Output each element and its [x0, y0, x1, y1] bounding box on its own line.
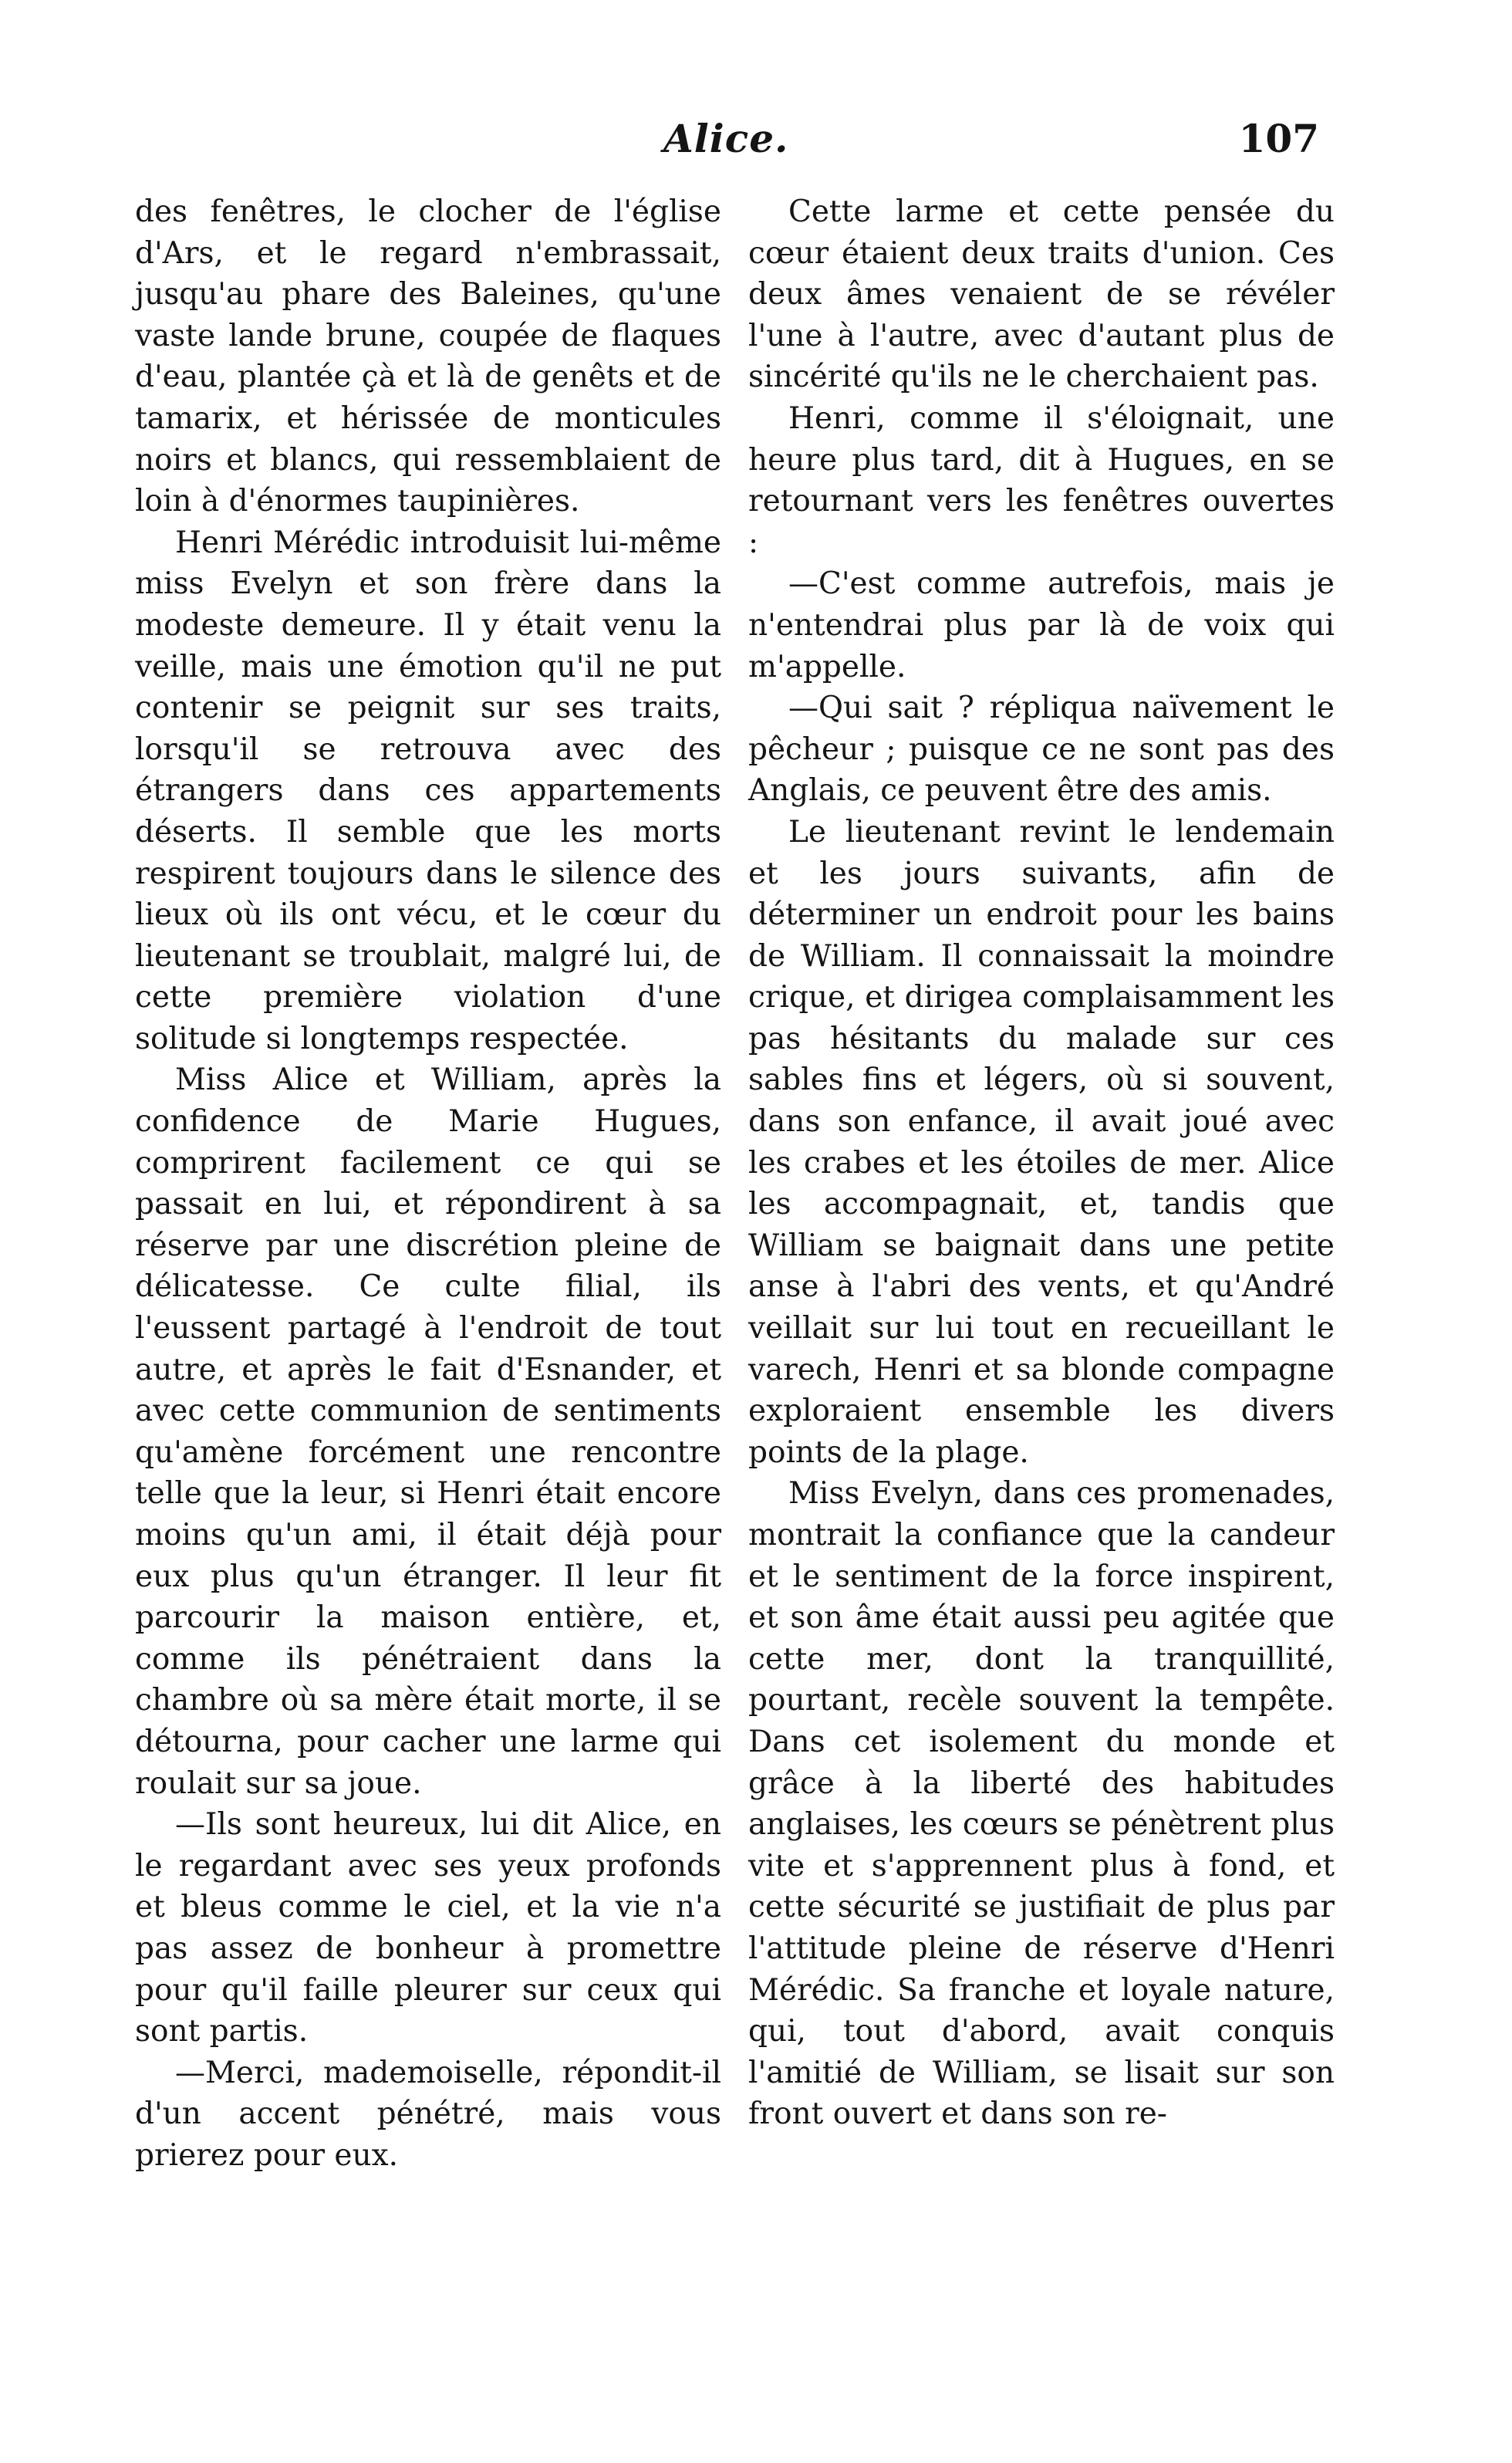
paragraph: Le lieutenant revint le lendemain et les jours suivants, afin de déterminer un endroit pour les bains de William. Il connaissait la moindre crique, et dirigea complaisamment les pas hésitants du malade sur ces sables fins et légers, où si souvent, dans son enfance, il avait joué avec les crabes et les étoiles de mer. Alice les accompagnait, et, tandis que William se baignait dans une petite anse à l'abri des vents, et qu'André veillait sur lui tout en recueillant le varech, Henri et sa blonde compagne exploraient ensemble les divers points de la plage.: [748, 814, 1335, 1470]
paragraph: —Qui sait ? répliqua naïvement le pêcheur ; puisque ce ne sont pas des Anglais, ce peuvent être des amis.: [748, 691, 1335, 809]
paragraph: des fenêtres, le clocher de l'église d'Ars, et le regard n'embrassait, jusqu'au phare des Baleines, qu'une vaste lande brune, coupée de flaques d'eau, plantée çà et là de genêts et de tamarix, et hérissée de monticules noirs et blancs, qui ressemblaient de loin à d'énormes taupinières.: [135, 194, 721, 519]
right-column: [748, 191, 1335, 2135]
paragraph: —Ils sont heureux, lui dit Alice, en le regardant avec ses yeux profonds et bleus comme le ciel, et la vie n'a pas assez de bonheur à promettre pour qu'il faille pleurer sur ceux qui sont partis.: [135, 1807, 721, 2049]
paragraph: —C'est comme autrefois, mais je n'entendrai plus par là de voix qui m'appelle.: [748, 566, 1335, 684]
running-head: [131, 116, 1319, 177]
paragraph: Henri, comme il s'éloignait, une heure plus tard, dit à Hugues, en se retournant vers les fenêtres ouvertes :: [748, 400, 1335, 560]
left-column: [135, 191, 721, 2177]
paragraph: —Merci, mademoiselle, répondit-il d'un accent pénétré, mais vous prierez pour eux.: [135, 2055, 721, 2173]
page-number: 107: [1238, 116, 1319, 161]
paragraph: Cette larme et cette pensée du cœur étaient deux traits d'union. Ces deux âmes venaient de se révéler l'une à l'autre, avec d'autant plus de sincérité qu'ils ne le cherchaient pas.: [748, 194, 1335, 395]
paragraph: Miss Evelyn, dans ces promenades, montrait la confiance que la candeur et le sentiment de la force inspirent, et son âme était aussi peu agitée que cette mer, dont la tranquillité, pourtant, recèle souvent la tempête. Dans cet isolement du monde et grâce à la liberté des habitudes anglaises, les cœurs se pénètrent plus vite et s'apprennent plus à fond, et cette sécurité se justifiait de plus par l'attitude pleine de réserve d'Henri Mérédic. Sa franche et loyale nature, qui, tout d'abord, avait conquis l'amitié de William, se lisait sur son front ouvert et dans son re-: [748, 1476, 1335, 2132]
running-title: Alice.: [663, 116, 789, 161]
paragraph: Henri Mérédic introduisit lui-même miss Evelyn et son frère dans la modeste demeure. Il y était venu la veille, mais une émotion qu'il ne put contenir se peignit sur ses traits, lorsqu'il se retrouva avec des étrangers dans ces appartements déserts. Il semble que les morts respirent toujours dans le silence des lieux où ils ont vécu, et le cœur du lieutenant se troublait, malgré lui, de cette première violation d'une solitude si longtemps respectée.: [135, 525, 721, 1056]
paragraph: Miss Alice et William, après la confidence de Marie Hugues, comprirent facilement ce qui se passait en lui, et répondirent à sa réserve par une discrétion pleine de délicatesse. Ce culte filial, ils l'eussent partagé à l'endroit de tout autre, et après le fait d'Esnander, et avec cette communion de sentiments qu'amène forcément une rencontre telle que la leur, si Henri était encore moins qu'un ami, il était déjà pour eux plus qu'un étranger. Il leur fit parcourir la maison entière, et, comme ils pénétraient dans la chambre où sa mère était morte, il se détourna, pour cacher une larme qui roulait sur sa joue.: [135, 1063, 721, 1801]
